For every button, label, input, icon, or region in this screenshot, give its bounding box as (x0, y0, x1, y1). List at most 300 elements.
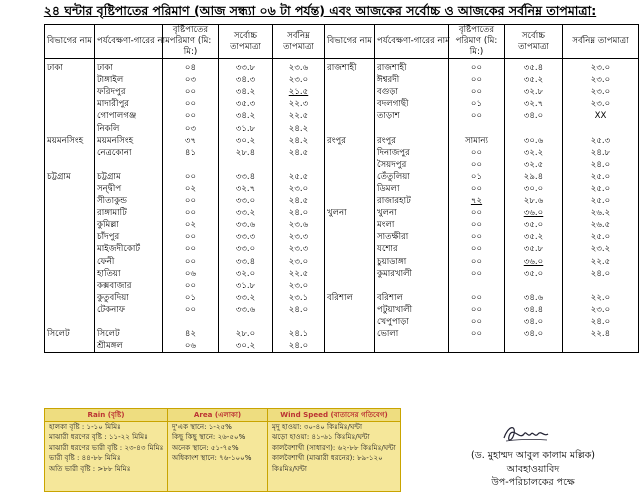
cell-division (45, 304, 95, 316)
legend-rain-line: মাঝারী ধরণের বৃষ্টি : ১১-২২ মিমিঃ (49, 432, 148, 442)
cell-division (45, 243, 95, 255)
cell-max-temp: ৩৪.২ (219, 86, 273, 98)
signatory-behalf: উপ-পরিচালকের পক্ষে (491, 477, 575, 488)
cell-min-temp: ২৪.৮ (563, 147, 639, 159)
header-station: পর্যবেক্ষণা-গারের নাম (375, 25, 449, 59)
cell-station: চুয়াডাঙ্গা (375, 256, 449, 268)
cell-min-temp: ২৫.৩ (563, 135, 639, 147)
table-row (45, 159, 639, 171)
cell-max-temp: ৩৩.৩ (219, 231, 273, 243)
cell-min-temp: ২৫.০ (563, 231, 639, 243)
cell-rainfall: ০০ (449, 207, 505, 219)
cell-min-temp: ২২.০ (563, 292, 639, 304)
cell-min-temp: ২৪.২ (273, 122, 325, 134)
cell-min-temp: ২৩.০ (563, 86, 639, 98)
cell-rainfall: ০০ (449, 328, 505, 340)
cell-min-temp: XX (563, 110, 639, 122)
cell-min-temp: ২৩.০ (563, 304, 639, 316)
cell-min-temp: ২৪.২ (273, 135, 325, 147)
cell-division (325, 304, 375, 316)
cell-station (375, 280, 449, 292)
cell-rainfall: ০০ (449, 219, 505, 231)
cell-station: কুতুবদিয়া (95, 292, 163, 304)
cell-max-temp: ৩৬.০ (505, 256, 563, 268)
cell-max-temp: ৩২.০ (219, 268, 273, 280)
cell-division: চট্টগ্রাম (45, 171, 95, 183)
cell-station: দিনাজপুর (375, 147, 449, 159)
cell-min-temp: ২৪.০ (563, 159, 639, 171)
cell-max-temp: ২৮.৬ (505, 195, 563, 207)
cell-max-temp: ৩৫.০ (505, 268, 563, 280)
cell-max-temp (505, 340, 563, 353)
cell-station: বদলগাছী (375, 98, 449, 110)
cell-max-temp: ৩৫.০ (505, 219, 563, 231)
legend-area-line: অধিকাংশ স্থানে: ৭৬-১০০% (172, 453, 252, 463)
cell-max-temp (505, 122, 563, 134)
legend-area-heading: Area (এলাকা) (168, 409, 267, 422)
cell-max-temp: ৩২.২ (505, 147, 563, 159)
cell-rainfall: ০০ (163, 86, 219, 98)
cell-division (45, 256, 95, 268)
cell-station (375, 340, 449, 353)
cell-rainfall: ০১ (163, 292, 219, 304)
cell-rainfall: ০০ (449, 292, 505, 304)
cell-min-temp (563, 280, 639, 292)
legend-area-line: অনেক স্থানে: ৫১-৭৫% (172, 442, 239, 452)
cell-rainfall: ০০ (449, 74, 505, 86)
cell-max-temp: ৩৩.০ (219, 195, 273, 207)
cell-station: কুমারখালী (375, 268, 449, 280)
table-row (45, 231, 639, 243)
table-row (45, 243, 639, 255)
cell-rainfall: ০১ (449, 98, 505, 110)
cell-rainfall: ০৪ (163, 59, 219, 75)
cell-rainfall: ০৬ (163, 340, 219, 353)
legend-area-line: কিছু কিছু স্থানে: ২৬-৫০% (172, 432, 246, 442)
cell-rainfall: সামান্য (449, 135, 505, 147)
cell-min-temp: ২৪.০ (273, 340, 325, 353)
cell-rainfall: ০০ (163, 110, 219, 122)
cell-max-temp: ৩৩.৪ (219, 171, 273, 183)
cell-max-temp: ২৮.০ (219, 328, 273, 340)
cell-rainfall: ০০ (449, 147, 505, 159)
cell-max-temp: ৩০.৬ (505, 135, 563, 147)
table-row (45, 256, 639, 268)
legend-wind-heading: Wind Speed (বাতাসের গতিবেগ) (268, 409, 400, 422)
cell-station: ডিমলা (375, 183, 449, 195)
cell-rainfall: ০০ (449, 183, 505, 195)
cell-min-temp: ২৩.৬ (273, 219, 325, 231)
cell-max-temp: ৩২.৭ (505, 98, 563, 110)
cell-station (95, 316, 163, 328)
cell-min-temp: ২৩.০ (563, 98, 639, 110)
cell-min-temp: ২৪.৫ (273, 195, 325, 207)
cell-max-temp (219, 316, 273, 328)
cell-max-temp: ২৮.৪ (219, 147, 273, 159)
cell-rainfall: ০০ (163, 195, 219, 207)
cell-max-temp: ৩৩.৬ (219, 304, 273, 316)
cell-rainfall: ০০ (163, 171, 219, 183)
cell-min-temp: ২২.৫ (563, 256, 639, 268)
cell-rainfall: ০০ (449, 243, 505, 255)
cell-division (325, 243, 375, 255)
cell-station: চট্টগ্রাম (95, 171, 163, 183)
table-body (45, 59, 639, 353)
legend-box (44, 408, 401, 492)
cell-max-temp: ৩৪.৬ (505, 292, 563, 304)
cell-rainfall: ০০ (449, 86, 505, 98)
cell-division (325, 110, 375, 122)
cell-min-temp: ২৩.৩ (273, 231, 325, 243)
cell-station: তেঁতুলিয়া (375, 171, 449, 183)
cell-division (325, 86, 375, 98)
cell-division (45, 231, 95, 243)
cell-rainfall: ৪১ (163, 147, 219, 159)
cell-max-temp: ৩৫.৪ (505, 59, 563, 75)
legend-wind (268, 409, 400, 491)
cell-division (45, 159, 95, 171)
table-row (45, 340, 639, 353)
cell-min-temp: ২৩.০ (273, 183, 325, 195)
cell-station: টেকনাফ (95, 304, 163, 316)
cell-division (45, 98, 95, 110)
cell-rainfall: ০৩ (163, 74, 219, 86)
cell-max-temp: ৩৩.৮ (219, 59, 273, 75)
cell-max-temp: ৩৩.৪ (219, 256, 273, 268)
cell-rainfall: ০০ (163, 231, 219, 243)
cell-rainfall: ০০ (449, 110, 505, 122)
cell-station: খুলনা (375, 207, 449, 219)
table-row (45, 195, 639, 207)
legend-rain-line: অতি ভারী বৃষ্টি : >৮৮ মিমিঃ (49, 463, 131, 473)
cell-division (325, 280, 375, 292)
header-division: বিভাগের নাম (325, 25, 375, 59)
cell-rainfall (449, 280, 505, 292)
cell-station (375, 122, 449, 134)
cell-station: রংপুর (375, 135, 449, 147)
cell-rainfall: ৭২ (449, 195, 505, 207)
cell-division (45, 183, 95, 195)
cell-max-temp: ৩৩.৬ (219, 219, 273, 231)
cell-min-temp: ২৩.০ (273, 256, 325, 268)
table-header-row (45, 25, 639, 59)
legend-wind-line: মৃদু হাওয়া: ৩০-৪০ কিঃমিঃ/ঘন্টা (272, 422, 362, 431)
cell-max-temp: ৩৪.০ (505, 328, 563, 340)
cell-max-temp: ৩৫.২ (505, 74, 563, 86)
cell-station: ঈশ্বরদী (375, 74, 449, 86)
cell-station: খেপুপাড়া (375, 316, 449, 328)
cell-min-temp: ২৫.৫ (273, 171, 325, 183)
cell-division (325, 316, 375, 328)
cell-rainfall: ০০ (163, 304, 219, 316)
table-row (45, 74, 639, 86)
cell-min-temp: ২৩.০ (563, 74, 639, 86)
cell-max-temp (505, 280, 563, 292)
legend-rain-line: মাঝারী ধরণের ভারী বৃষ্টি : ২৩-৪৩ মিমিঃ (49, 442, 164, 452)
cell-rainfall: ০০ (163, 280, 219, 292)
cell-station: সীতাকুন্ড (95, 195, 163, 207)
cell-division (45, 147, 95, 159)
cell-division (45, 207, 95, 219)
table-row (45, 98, 639, 110)
cell-max-temp: ৩২.৮ (505, 86, 563, 98)
cell-max-temp: ৩৬.০ (505, 207, 563, 219)
cell-min-temp: ২৪.৫ (273, 147, 325, 159)
table-row (45, 86, 639, 98)
cell-rainfall: ০৬ (163, 268, 219, 280)
legend-rain (45, 409, 168, 491)
table-row (45, 207, 639, 219)
header-min-temp: সর্বনিম্ন তাপমাত্রা (273, 25, 325, 59)
cell-division (325, 183, 375, 195)
cell-station: শ্রীমঙ্গল (95, 340, 163, 353)
cell-max-temp: ৩২.৫ (505, 159, 563, 171)
cell-station: বগুড়া (375, 86, 449, 98)
legend-wind-line: কিঃমিঃ/ঘন্টা (272, 463, 307, 473)
cell-max-temp: ৩৩.২ (219, 207, 273, 219)
cell-rainfall (449, 122, 505, 134)
cell-division (325, 171, 375, 183)
cell-max-temp: ৩৫.২ (505, 231, 563, 243)
cell-min-temp (273, 316, 325, 328)
table-row (45, 110, 639, 122)
cell-station: নিকলি (95, 122, 163, 134)
cell-station: টাঙ্গাইল (95, 74, 163, 86)
cell-rainfall: ০০ (449, 256, 505, 268)
cell-station: পটুয়াখালী (375, 304, 449, 316)
table-row (45, 304, 639, 316)
cell-division (325, 231, 375, 243)
cell-station: ফরিদপুর (95, 86, 163, 98)
cell-rainfall: ০০ (449, 59, 505, 75)
cell-division (45, 280, 95, 292)
header-station: পর্যবেক্ষণা-গারের নাম (95, 25, 163, 59)
table-row (45, 183, 639, 195)
cell-division (45, 195, 95, 207)
cell-division: সিলেট (45, 328, 95, 340)
cell-station: বরিশাল (375, 292, 449, 304)
cell-max-temp: ৩৩.২ (219, 292, 273, 304)
cell-min-temp: ২২.৩ (273, 98, 325, 110)
cell-station: চাঁদপুর (95, 231, 163, 243)
cell-division (45, 316, 95, 328)
cell-min-temp: ২৬.২ (563, 207, 639, 219)
table-row (45, 316, 639, 328)
legend-wind-line: কালবৈশাখী (মাঝারী ধরনের): ৮৯-১২০ (272, 453, 383, 463)
cell-max-temp: ৩৪.৪ (505, 304, 563, 316)
handwritten-signature (500, 422, 552, 446)
cell-rainfall: ০১ (449, 171, 505, 183)
cell-station: ভোলা (375, 328, 449, 340)
cell-rainfall: ০০ (449, 304, 505, 316)
cell-division (45, 110, 95, 122)
cell-station: সাতক্ষীরা (375, 231, 449, 243)
cell-division (325, 159, 375, 171)
cell-division (325, 340, 375, 353)
cell-max-temp: ৩১.৮ (219, 122, 273, 134)
cell-division (325, 328, 375, 340)
cell-rainfall (163, 159, 219, 171)
cell-division: খুলনা (325, 207, 375, 219)
cell-min-temp: ২৫.০ (563, 183, 639, 195)
legend-rain-heading: Rain (বৃষ্টি) (45, 409, 167, 422)
weather-table (44, 24, 639, 353)
cell-station: রাজশাহী (375, 59, 449, 75)
table-row (45, 122, 639, 134)
cell-station: কুমিল্লা (95, 219, 163, 231)
cell-max-temp: ৩০.২ (219, 340, 273, 353)
cell-division (325, 195, 375, 207)
cell-rainfall: ০০ (449, 316, 505, 328)
signatory-block (428, 449, 638, 490)
cell-min-temp: ২৪.০ (273, 304, 325, 316)
cell-min-temp: ২৪.০ (273, 207, 325, 219)
cell-min-temp (273, 159, 325, 171)
table-row (45, 268, 639, 280)
table-row (45, 59, 639, 75)
legend-rain-line: হালকা বৃষ্টি : ১-১০ মিমিঃ (49, 422, 121, 431)
table-row (45, 147, 639, 159)
cell-max-temp: ২৯.৪ (505, 171, 563, 183)
cell-station: মাইজদীকোর্ট (95, 243, 163, 255)
page-title: ২৪ ঘন্টার বৃষ্টিপাতের পরিমাণ (আজ সন্ধ্যা ০৬ টা পর্যন্ত) এবং আজকের সর্বোচ্চ ও আজকের সর্বনিম্ন তাপমাত্রা: (43, 3, 597, 18)
cell-rainfall: ০২ (163, 219, 219, 231)
cell-max-temp: ৩৫.৮ (505, 243, 563, 255)
header-max-temp: সর্বোচ্চ তাপমাত্রা (219, 25, 273, 59)
cell-min-temp: ২৪.০ (563, 316, 639, 328)
cell-max-temp: ৩৪.০ (505, 316, 563, 328)
cell-min-temp: ২৪.০ (563, 268, 639, 280)
cell-station: গোপালগঞ্জ (95, 110, 163, 122)
header-rainfall: বৃষ্টিপাতের পরিমাণ (মি: মি:) (449, 25, 505, 59)
cell-max-temp: ৩১.৮ (219, 280, 273, 292)
cell-min-temp: ২৫.০ (563, 171, 639, 183)
cell-min-temp (563, 340, 639, 353)
cell-division (325, 147, 375, 159)
cell-division (325, 122, 375, 134)
cell-division (325, 98, 375, 110)
cell-division (45, 219, 95, 231)
cell-rainfall: ৪২ (163, 328, 219, 340)
table-row (45, 292, 639, 304)
legend-rain-line: ভারী বৃষ্টি : ৪৪-৮৮ মিমিঃ (49, 453, 121, 463)
cell-station: ময়মনসিংহ (95, 135, 163, 147)
cell-max-temp: ৩০.২ (219, 135, 273, 147)
legend-wind-line: ঝড়ো হাওয়া: ৪১-৬১ কিঃমিঃ/ঘন্টা (272, 432, 370, 442)
legend-area (168, 409, 268, 491)
cell-division (325, 268, 375, 280)
cell-max-temp: ৩০.০ (505, 183, 563, 195)
cell-station: কক্সবাজার (95, 280, 163, 292)
cell-station: মাদারীপুর (95, 98, 163, 110)
header-max-temp: সর্বোচ্চ তাপমাত্রা (505, 25, 563, 59)
cell-division (45, 74, 95, 86)
cell-division (45, 122, 95, 134)
cell-rainfall (163, 316, 219, 328)
cell-max-temp: ৩৪.৩ (219, 74, 273, 86)
cell-division (325, 256, 375, 268)
cell-station: হাতিয়া (95, 268, 163, 280)
cell-rainfall (449, 340, 505, 353)
cell-min-temp: ২২.৪ (563, 328, 639, 340)
cell-rainfall: ০০ (449, 231, 505, 243)
cell-division: রংপুর (325, 135, 375, 147)
cell-rainfall: ৩৭ (163, 135, 219, 147)
cell-division (325, 219, 375, 231)
cell-station: সিলেট (95, 328, 163, 340)
cell-division (325, 74, 375, 86)
cell-station (95, 159, 163, 171)
cell-station: রাঙ্গামাটি (95, 207, 163, 219)
table-row (45, 328, 639, 340)
cell-division: ময়মনসিংহ (45, 135, 95, 147)
cell-rainfall: ০০ (163, 207, 219, 219)
cell-rainfall: ০০ (449, 159, 505, 171)
cell-min-temp: ২৩.০ (273, 74, 325, 86)
cell-rainfall: ০২ (163, 183, 219, 195)
legend-area-line: দু'এক স্থানে: ১-২৫% (172, 422, 232, 431)
cell-min-temp: ২৪.১ (273, 328, 325, 340)
cell-max-temp: ৩৪.০ (505, 110, 563, 122)
cell-rainfall: ০০ (449, 268, 505, 280)
cell-division: ঢাকা (45, 59, 95, 75)
cell-min-temp (563, 122, 639, 134)
cell-min-temp: ২৬.৫ (563, 219, 639, 231)
cell-min-temp: ২৩.১ (273, 292, 325, 304)
cell-rainfall: ০০ (163, 256, 219, 268)
header-min-temp: সর্বনিম্ন তাপমাত্রা (563, 25, 639, 59)
cell-division (45, 86, 95, 98)
legend-wind-line: কালবৈশাখী (সাধারণ): ৬২-৮৮ কিঃমিঃ/ঘন্টা (272, 442, 396, 452)
cell-station: ঢাকা (95, 59, 163, 75)
cell-max-temp: ৩৪.২ (219, 110, 273, 122)
cell-division: রাজশাহী (325, 59, 375, 75)
cell-min-temp: ২৩.২ (563, 243, 639, 255)
table-row (45, 280, 639, 292)
cell-rainfall: ০০ (163, 98, 219, 110)
cell-rainfall: ০৩ (163, 122, 219, 134)
cell-station: মংলা (375, 219, 449, 231)
signatory-name: (ড. মুহাম্মদ আবুল কালাম মল্লিক) (471, 450, 595, 461)
cell-min-temp: ২২.৫ (273, 110, 325, 122)
cell-min-temp: ২৫.০ (563, 195, 639, 207)
signatory-role: আবহাওয়াবিদ (506, 463, 560, 475)
cell-station: তাড়াশ (375, 110, 449, 122)
cell-station: যশোর (375, 243, 449, 255)
cell-division: বরিশাল (325, 292, 375, 304)
cell-min-temp: ২১.৫ (273, 86, 325, 98)
header-rainfall: বৃষ্টিপাতের পরিমাণ (মি: মি:) (163, 25, 219, 59)
cell-max-temp: ৩৫.৩ (219, 98, 273, 110)
cell-station: ফেনী (95, 256, 163, 268)
cell-min-temp: ২৩.০ (273, 280, 325, 292)
table-row (45, 135, 639, 147)
table-row (45, 171, 639, 183)
cell-division (45, 292, 95, 304)
header-division: বিভাগের নাম (45, 25, 95, 59)
cell-min-temp: ২৩.৬ (273, 59, 325, 75)
cell-max-temp: ৩৩.০ (219, 243, 273, 255)
cell-station: সৈয়দপুর (375, 159, 449, 171)
cell-station: সন্দ্বীপ (95, 183, 163, 195)
cell-min-temp: ২২.৫ (273, 268, 325, 280)
cell-station: নেত্রকোনা (95, 147, 163, 159)
table-row (45, 219, 639, 231)
cell-max-temp (219, 159, 273, 171)
cell-min-temp: ২৩.০ (563, 59, 639, 75)
cell-division (45, 340, 95, 353)
cell-rainfall: ০০ (163, 243, 219, 255)
